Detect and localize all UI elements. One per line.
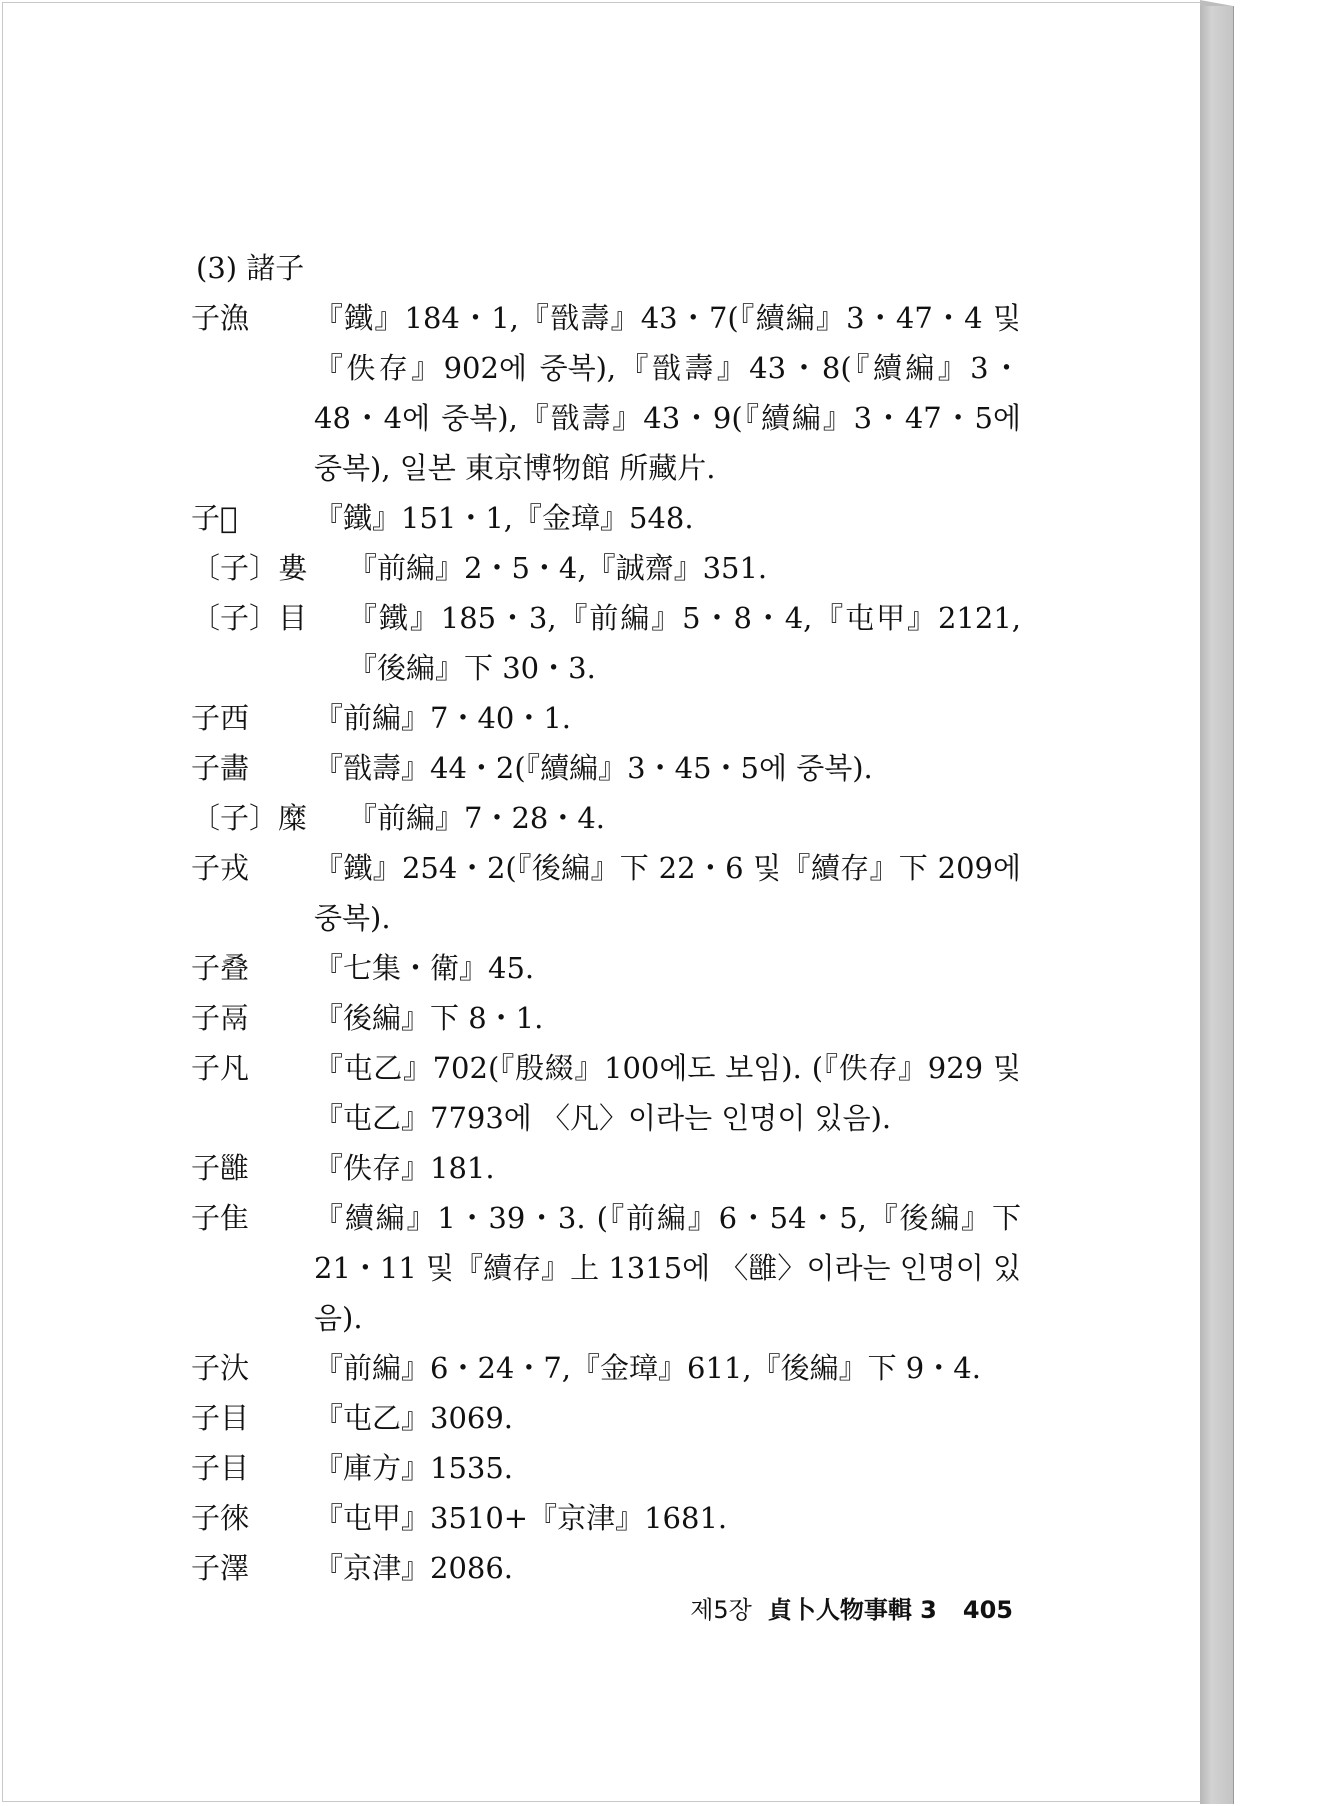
- entry-row: [191, 693, 1021, 743]
- entry-row: [191, 743, 1021, 793]
- entry-term: 子鬲: [191, 1001, 250, 1035]
- page-edge-shadow: [1200, 6, 1234, 1804]
- entry-ref: 『屯乙』702(『殷綴』100에도 보임). (『佚存』929 및『屯乙』7793에 〈凡〉이라는 인명이 있음).: [314, 1051, 1021, 1135]
- entry-term: 子西: [191, 701, 250, 735]
- entry-term: 子澤: [191, 1551, 250, 1585]
- footer-title: 貞卜人物事輯 3: [767, 1596, 937, 1624]
- entry-ref: 『佚存』181.: [314, 1151, 495, 1185]
- entry-term: 子畵: [191, 751, 250, 785]
- entry-row: [191, 1343, 1021, 1393]
- entry-row: [191, 993, 1021, 1043]
- entry-term: 子汏: [191, 1351, 250, 1385]
- entry-ref: 『鐵』254・2(『後編』下 22・6 및『續存』下 209에 중복).: [314, 851, 1021, 935]
- page-content: [191, 243, 1021, 1593]
- entry-ref: 『戩壽』44・2(『續編』3・45・5에 중복).: [314, 751, 873, 785]
- entry-row: [191, 543, 1021, 593]
- entry-term: 子叠: [191, 951, 250, 985]
- entry-ref: 『屯甲』3510+『京津』1681.: [314, 1501, 728, 1535]
- entry-ref: 『前編』7・40・1.: [314, 701, 572, 735]
- entry-row: [191, 293, 1021, 493]
- entry-row: [191, 1543, 1021, 1593]
- entry-term: 子𢑚: [191, 501, 238, 535]
- entry-term: 子漁: [191, 301, 250, 335]
- entry-ref: 『七集・衛』45.: [314, 951, 535, 985]
- entry-ref: 『後編』下 8・1.: [314, 1001, 544, 1035]
- entry-row: [191, 943, 1021, 993]
- entry-term: 子目: [191, 1451, 250, 1485]
- entry-term: 〔子〕目: [191, 601, 308, 635]
- entry-term: 子凡: [191, 1051, 250, 1085]
- entry-ref: 『前編』2・5・4,『誠齋』351.: [348, 551, 768, 585]
- section-title: (3) 諸子: [196, 251, 305, 285]
- entry-row: [191, 493, 1021, 543]
- entry-row: [191, 843, 1021, 943]
- entry-row: [191, 1443, 1021, 1493]
- entry-ref: 『屯乙』3069.: [314, 1401, 514, 1435]
- entry-term: 〔子〕糜: [191, 801, 308, 835]
- entry-row: [191, 1143, 1021, 1193]
- page-number: 405: [962, 1596, 1013, 1624]
- entry-ref: 『鐵』185・3,『前編』5・8・4,『屯甲』2121,『後編』下 30・3.: [348, 601, 1021, 685]
- entry-row: [191, 1393, 1021, 1443]
- entry-row: [191, 1493, 1021, 1543]
- footer-chapter: 제5장: [690, 1596, 752, 1624]
- entry-ref: 『庫方』1535.: [314, 1451, 514, 1485]
- entry-ref: 『鐵』151・1,『金璋』548.: [314, 501, 694, 535]
- entry-term: 子戎: [191, 851, 250, 885]
- entry-row: [191, 1043, 1021, 1143]
- book-page: [2, 2, 1201, 1802]
- entry-row: [191, 593, 1021, 693]
- entry-term: 子雝: [191, 1151, 250, 1185]
- entry-ref: 『京津』2086.: [314, 1551, 514, 1585]
- entry-ref: 『鐵』184・1,『戩壽』43・7(『續編』3・47・4 및『佚存』902에 중복),『戩壽』43・8(『續編』3・48・4에 중복),『戩壽』43・9(『續編』3・47・5에 중복), 일본 東京博物館 所藏片.: [314, 301, 1021, 485]
- entry-row: [191, 1193, 1021, 1343]
- entry-ref: 『前編』7・28・4.: [348, 801, 606, 835]
- entry-ref: 『前編』6・24・7,『金璋』611,『後編』下 9・4.: [314, 1351, 981, 1385]
- entry-ref: 『續編』1・39・3. (『前編』6・54・5,『後編』下 21・11 및『續存』上 1315에 〈雝〉이라는 인명이 있음).: [314, 1201, 1021, 1335]
- entry-term: 子隹: [191, 1201, 250, 1235]
- page-footer: [633, 1593, 1013, 1627]
- entry-term: 子目: [191, 1401, 250, 1435]
- entry-row: [191, 793, 1021, 843]
- entry-term: 子徠: [191, 1501, 250, 1535]
- entry-term: 〔子〕婁: [191, 551, 308, 585]
